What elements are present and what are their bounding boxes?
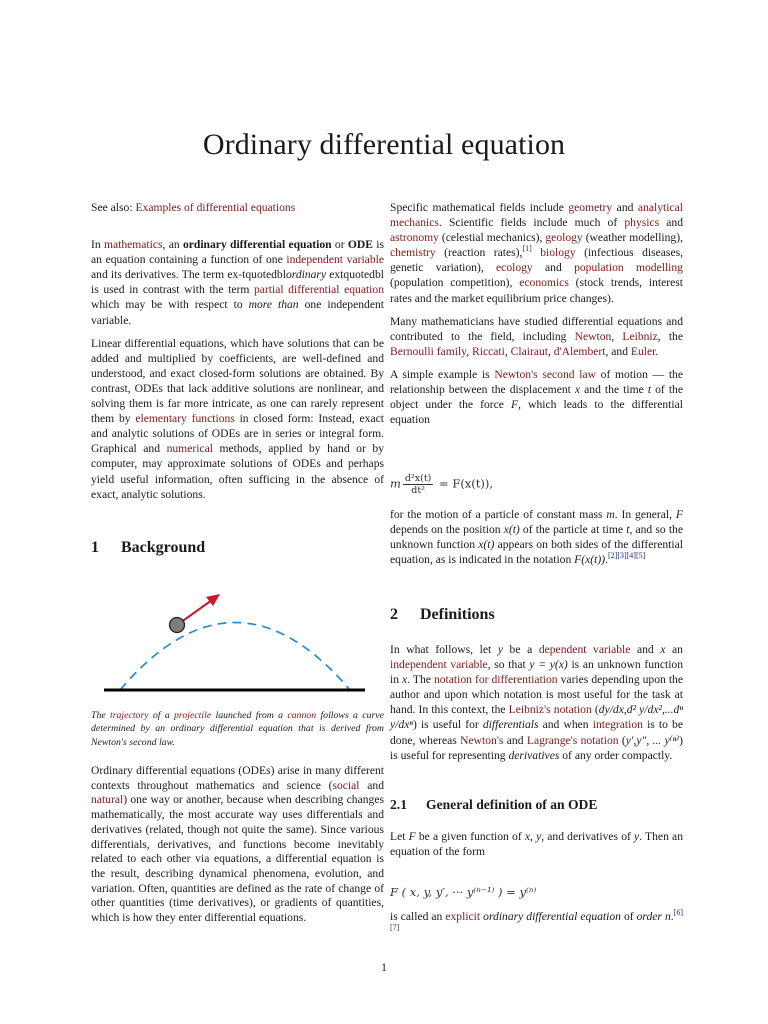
citation-1[interactable]: [1]	[522, 244, 532, 254]
link-biology[interactable]: biology	[540, 246, 576, 260]
link-newtons[interactable]: Newton's	[460, 733, 504, 747]
link-bernoulli-family[interactable]: Bernoulli family	[390, 344, 467, 358]
subsection-heading-general-definition: 2.1 General definition of an ODE	[390, 797, 598, 812]
link-mathematics[interactable]: mathematics	[103, 238, 163, 252]
page-number: 1	[381, 960, 387, 974]
link-integration[interactable]: integration	[592, 718, 643, 732]
section-heading-background: 1 Background	[91, 539, 206, 556]
link-cannon[interactable]: cannon	[287, 710, 317, 721]
link-geometry[interactable]: geometry	[568, 201, 613, 214]
link-economics[interactable]: economics	[519, 276, 569, 290]
link-analytical-mechanics[interactable]: analytical mechanics	[390, 201, 683, 230]
link-clairaut[interactable]: Clairaut	[510, 344, 548, 358]
link-euler[interactable]: Euler	[630, 344, 656, 358]
fields-paragraph: Specific mathematical fields include geometry and analytical mechanics. Scientific fields include much of physics and astronomy (celestial mechanics), geology (weather modelling), chemistry (reaction rates),[1] biology (infectious diseases, genetic variation), ecology and population modelling (population competition), economics (stock trends, interest rates and the market equilibrium price changes).	[390, 201, 684, 305]
link-leibniz-notation[interactable]: Leibniz's notation	[508, 703, 592, 717]
linear-paragraph: Linear differential equations, which have solutions that can be added and multiplied by coefficients, are well-defined and understood, and exact closed-form solutions are obtained. By contrast, ODEs that lack additive solutions are nonlinear, and solving them is far more intricate, as one can rarely represent them by elementary functions in closed form: Instead, exact and analytic solutions of ODEs are in series or integral form. Graphical and numerical methods, applied by hand or by computer, may approximate solutions of ODEs and perhaps yield useful information, often sufficing in the absence of exact, analytic solutions.	[91, 336, 384, 501]
projectile-trajectory-figure	[100, 585, 375, 697]
link-lagranges-notation[interactable]: Lagrange's notation	[526, 733, 619, 747]
link-leibniz[interactable]: Leibniz	[622, 329, 658, 343]
explicit-block	[390, 909, 683, 947]
link-newtons-second-law[interactable]: Newton's second law	[494, 367, 596, 381]
equation-newton: m $\frac{\text{d²x(t)}}{\text{dt²}}$ = F(x(t)),	[390, 473, 494, 496]
link-geology[interactable]: geology	[545, 231, 583, 245]
link-newton[interactable]: Newton	[574, 329, 612, 343]
link-examples-of-differential-equations[interactable]: Examples of differential equations	[135, 201, 296, 214]
motion-block	[390, 507, 683, 575]
example-paragraph: A simple example is Newton's second law of motion — the relationship between the displacement x and the time t of the object under the force F, which leads to the differential equation	[390, 367, 683, 427]
contexts-paragraph: Ordinary differential equations (ODEs) arise in many different contexts throughout mathematics and science (social and natural) one way or another, because when describing changes mathematically, the most accurate way uses differentials and derivatives (related, though not quite the same). Since various differentials, derivatives, and functions become inevitably related to each other via equations, a differential equation is the result, describing dynamical phenomena, evolution, and variation. Often, quantities are defined as the rate of change of other quantities (time derivatives), or gradients of quantities, which is how they enter differential equations.	[91, 764, 384, 925]
arrow-head-icon	[206, 594, 220, 606]
definitions-paragraph: In what follows, let y be a dependent variable and x an independent variable, so that y = y(x) is an unknown function in x. The notation for differentiation varies depending upon the author and upon which notation is most useful for the task at hand. In this context, the Leibniz's notation (dy/dx,d² y/dx²,...dⁿ y/dxⁿ) is useful for differentials and when integration is to be done, whereas Newton's and Lagrange's notation (y′,y″, ... y⁽ⁿ⁾) is useful for representing derivatives of any order compactly.	[390, 643, 684, 762]
definitions-block	[390, 642, 683, 771]
link-partial-differential-equation[interactable]: partial differential equation	[253, 283, 385, 297]
citations-6-7[interactable]: [6][7]	[390, 908, 683, 933]
explicit-paragraph: is called an explicit ordinary differential equation of order n.[6][7]	[390, 908, 683, 933]
link-projectile[interactable]: projectile	[174, 710, 212, 721]
equation-general-ode: F ( x, y, y′, ··· y⁽ⁿ⁻¹⁾ ) = y⁽ⁿ⁾	[390, 885, 537, 899]
motion-paragraph: for the motion of a particle of constant mass m. In general, F depends on the position x(t) of the particle at time t, and so the unknown function x(t) appears on both sides of the differential equation, as is indicated in the notation F(x(t)).[2][3][4][5]	[390, 508, 683, 567]
see-also-note: See also: Examples of differential equations	[91, 201, 296, 214]
link-physics[interactable]: physics	[624, 216, 660, 230]
link-chemistry[interactable]: chemistry	[390, 246, 436, 260]
section-heading-definitions: 2 Definitions	[390, 606, 495, 623]
general-block	[390, 829, 683, 867]
link-independent-variable[interactable]: independent variable	[286, 253, 384, 267]
figure-caption: The trajectory of a projectile launched from a cannon follows a curve determined by an ordinary differential equation that is derived from Newton's second law.	[91, 710, 384, 748]
link-trajectory[interactable]: trajectory	[109, 710, 149, 721]
link-astronomy[interactable]: astronomy	[390, 231, 439, 245]
link-numerical[interactable]: numerical	[166, 442, 213, 456]
page-title: Ordinary differential equation	[202, 128, 566, 162]
link-independent-variable-2[interactable]: independent variable	[390, 658, 488, 672]
trajectory-curve	[120, 623, 350, 691]
link-ecology[interactable]: ecology	[496, 261, 533, 275]
link-natural[interactable]: natural	[91, 793, 124, 807]
link-riccati[interactable]: Riccati	[472, 344, 505, 358]
link-explicit[interactable]: explicit	[445, 910, 481, 923]
mathematicians-paragraph: Many mathematicians have studied differential equations and contributed to the field, including Newton, Leibniz, the Bernoulli family, Riccati, Clairaut, d'Alembert, and Euler.	[390, 314, 683, 358]
citations-2-5[interactable]: [2][3][4][5]	[607, 551, 646, 561]
link-notation-for-differentiation[interactable]: notation for differentiation	[433, 673, 558, 687]
general-paragraph: Let F be a given function of x, y, and derivatives of y. Then an equation of the form	[390, 830, 683, 859]
link-population-modelling[interactable]: population modelling	[574, 261, 683, 275]
projectile-ball	[170, 618, 185, 633]
link-dependent-variable[interactable]: dependent variable	[538, 643, 631, 656]
equation-fraction: $\frac{\text{d²x(t)}}{\text{dt²}}$	[404, 473, 432, 496]
link-social[interactable]: social	[332, 778, 360, 792]
left-column	[91, 200, 384, 510]
link-elementary-functions[interactable]: elementary functions	[135, 412, 235, 426]
intro-paragraph: In mathematics, an ordinary differential equation or ODE is an equation containing a function of one independent variable and its derivatives. The term ex-tquotedblordinary extquotedbl is used in contrast with the term partial differential equation which may be with respect to more than one independent variable.	[91, 238, 385, 327]
right-column	[390, 200, 683, 435]
contexts-block	[91, 764, 384, 934]
link-dalembert[interactable]: d'Alembert	[553, 344, 606, 358]
